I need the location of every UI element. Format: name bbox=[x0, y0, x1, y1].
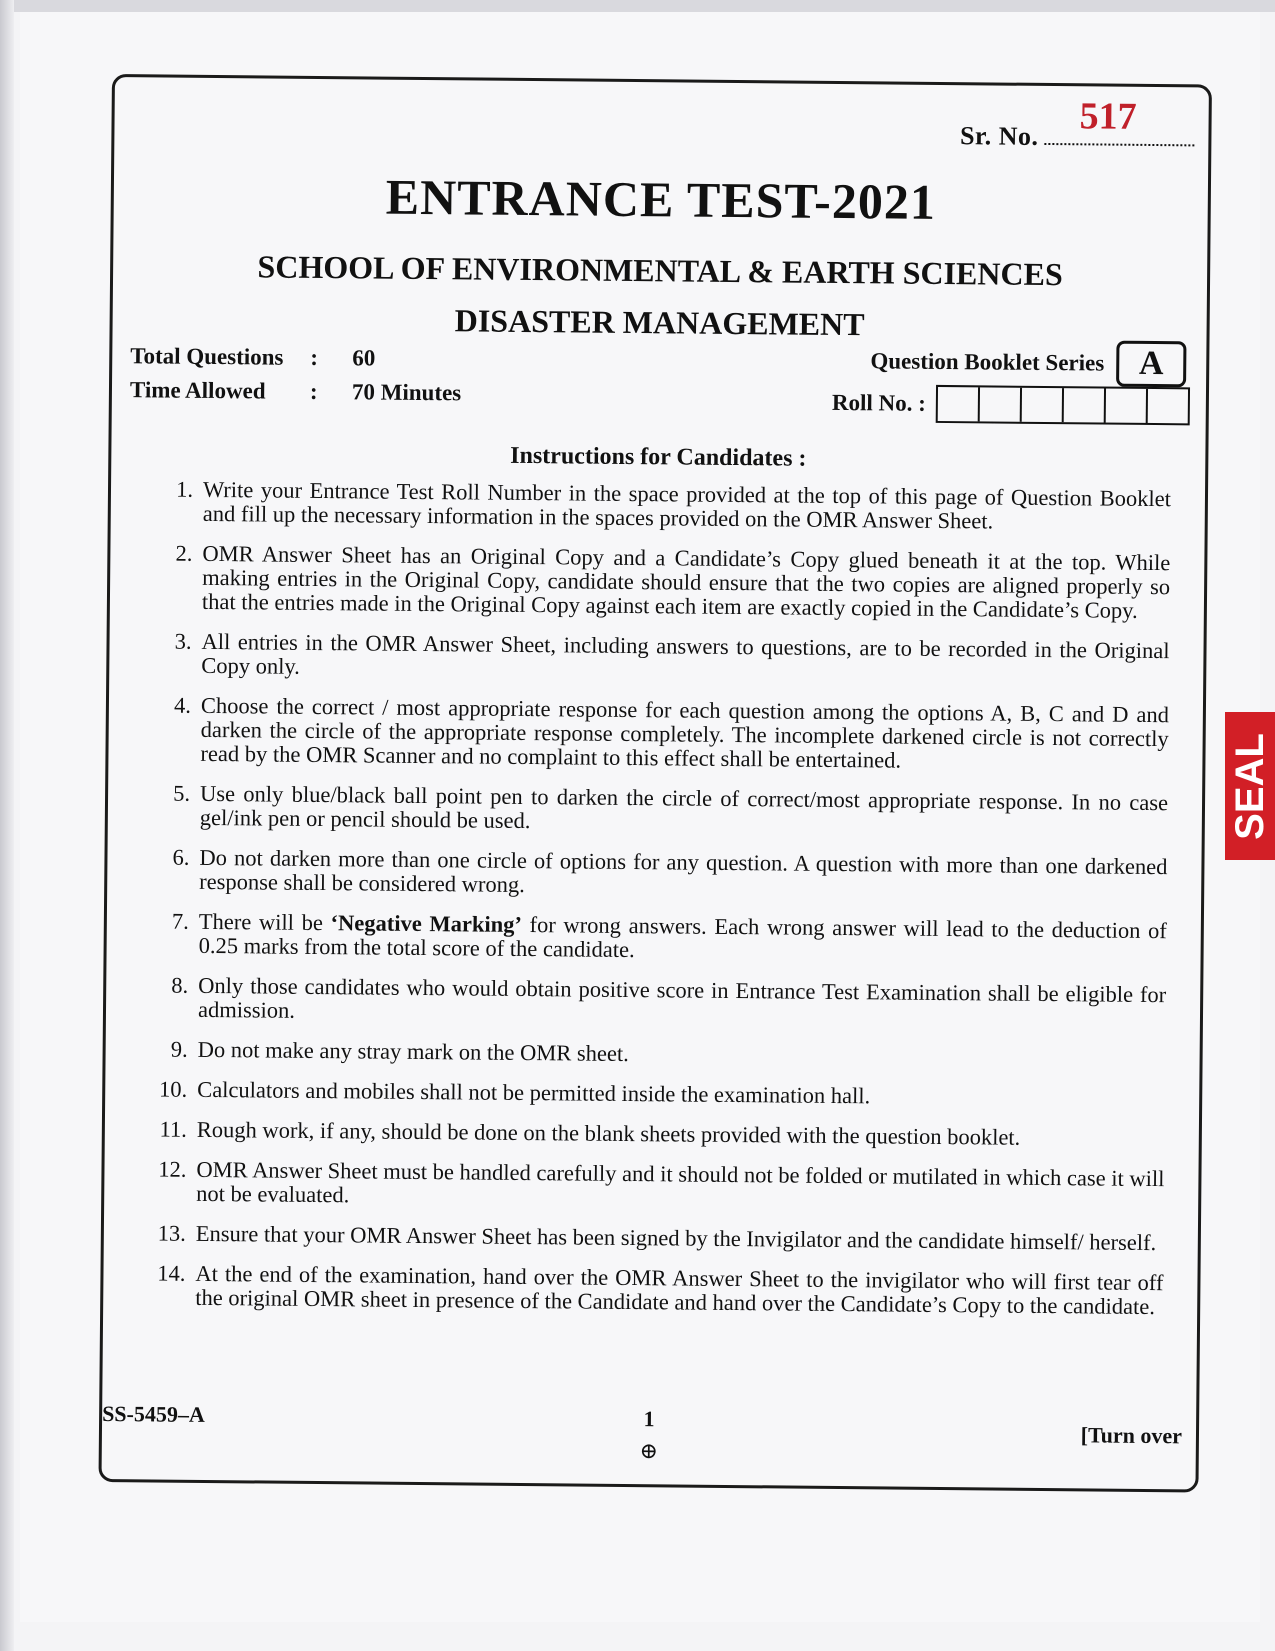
instruction-text: Choose the correct / most appropriate response for each question among the options A, B, C and D and darken the circle of the appropriate response completely. The incomplete darkened circle is not correctly read by the OMR Scanner and no complaint to this effect shall be entertained. bbox=[200, 692, 1170, 773]
booklet-code: SS-5459–A bbox=[102, 1400, 205, 1427]
roll-number-label: Roll No. : bbox=[831, 389, 926, 416]
registration-mark-icon: ⊕ bbox=[639, 1438, 659, 1464]
seal-tab bbox=[1225, 712, 1275, 860]
roll-number-boxes[interactable] bbox=[936, 385, 1190, 425]
instruction-number: 13. bbox=[157, 1220, 186, 1246]
roll-number-cell[interactable] bbox=[980, 387, 1022, 421]
roll-number bbox=[832, 384, 1190, 425]
total-questions-value: 60 bbox=[352, 345, 376, 371]
page-frame bbox=[98, 74, 1211, 1492]
instruction-text: Ensure that your OMR Answer Sheet has been signed by the Invigilator and the candidate himself/ herself. bbox=[195, 1220, 1157, 1256]
instruction-text: All entries in the OMR Answer Sheet, including answers to questions, are to be recorded in the Original Copy only. bbox=[201, 628, 1170, 679]
instruction-item bbox=[150, 541, 1171, 623]
roll-number-cell[interactable] bbox=[938, 387, 980, 421]
instructions-heading: Instructions for Candidates : bbox=[510, 442, 807, 472]
instruction-text: Use only blue/black ball point pen to darken the circle of correct/most appropriate response. In no case gel/ink pen or pencil should be used. bbox=[199, 780, 1169, 834]
instructions-list bbox=[143, 477, 1171, 1335]
instruction-item bbox=[146, 1037, 1166, 1071]
instruction-item bbox=[151, 477, 1171, 535]
booklet-series-label: Question Booklet Series bbox=[870, 348, 1105, 376]
seal-label: SEAL bbox=[1227, 732, 1272, 840]
serial-number bbox=[959, 95, 1195, 153]
time-allowed-label: Time Allowed bbox=[129, 377, 266, 404]
instruction-item bbox=[148, 693, 1169, 775]
exam-page bbox=[20, 12, 1260, 1622]
instruction-item bbox=[147, 909, 1167, 967]
instruction-text: Do not make any stray mark on the OMR sheet. bbox=[197, 1036, 629, 1067]
exam-title: ENTRANCE TEST-2021 bbox=[385, 168, 937, 230]
instruction-number: 1. bbox=[176, 476, 194, 502]
instruction-text: Calculators and mobiles shall not be permitted inside the examination hall. bbox=[197, 1076, 871, 1109]
instruction-item bbox=[143, 1261, 1163, 1319]
booklet-series bbox=[870, 338, 1186, 387]
scan-edge-left bbox=[0, 0, 14, 1651]
page-number: 1 bbox=[643, 1406, 655, 1432]
roll-number-cell[interactable] bbox=[1064, 388, 1106, 422]
instruction-number: 3. bbox=[174, 628, 192, 654]
instruction-number: 14. bbox=[157, 1260, 186, 1286]
instruction-text: At the end of the examination, hand over the OMR Answer Sheet to the invigilator who will first tear off the original OMR sheet in presence of the Candidate and hand over the Candidate’s Copy to the candidate. bbox=[195, 1260, 1164, 1320]
instruction-number: 11. bbox=[159, 1116, 187, 1142]
instruction-number: 12. bbox=[158, 1156, 187, 1182]
instruction-item bbox=[144, 1157, 1164, 1215]
total-questions-label: Total Questions bbox=[130, 343, 284, 370]
turn-over-note: [Turn over bbox=[1080, 1422, 1183, 1449]
instruction-text: OMR Answer Sheet must be handled carefully and it should not be folded or mutilated in which case it will not be evaluated. bbox=[196, 1156, 1165, 1208]
instruction-item bbox=[144, 1221, 1164, 1255]
separator: : bbox=[310, 344, 319, 370]
instruction-text: Rough work, if any, should be done on the blank sheets provided with the question booklet. bbox=[196, 1116, 1021, 1150]
instruction-item bbox=[149, 629, 1169, 687]
instruction-text-part: There will be bbox=[198, 908, 331, 936]
exam-meta bbox=[130, 339, 462, 410]
instruction-number: 2. bbox=[175, 540, 193, 566]
instruction-text: OMR Answer Sheet has an Original Copy and a Candidate’s Copy glued beneath it at the top. While making entries in the Original Copy, candidate should ensure that the two copies are aligned properly so that the entries made in the Original Copy against each item are exactly copied in the Candidate’s Copy. bbox=[201, 540, 1171, 623]
instruction-text: Only those candidates who would obtain positive score in Entrance Test Examination shall be eligible for admission. bbox=[197, 972, 1167, 1023]
instruction-item bbox=[148, 781, 1168, 839]
scan-edge-top bbox=[0, 0, 1275, 12]
instruction-number: 7. bbox=[171, 908, 189, 934]
roll-number-cell[interactable] bbox=[1148, 389, 1188, 423]
instruction-number: 8. bbox=[171, 972, 189, 998]
instruction-text: Do not darken more than one circle of options for any question. A question with more than one darkened response shall be considered wrong. bbox=[199, 844, 1168, 897]
serial-number-dots bbox=[1044, 143, 1194, 146]
total-questions-row bbox=[130, 339, 462, 376]
instruction-item bbox=[147, 845, 1167, 903]
school-name: SCHOOL OF ENVIRONMENTAL & EARTH SCIENCES bbox=[257, 248, 1063, 293]
instruction-number: 9. bbox=[170, 1036, 188, 1062]
time-allowed-row bbox=[130, 373, 462, 410]
instruction-text bbox=[199, 910, 1167, 967]
booklet-series-box: A bbox=[1116, 341, 1186, 388]
time-allowed-value: 70 Minutes bbox=[351, 379, 462, 406]
instruction-number: 4. bbox=[173, 692, 192, 718]
roll-number-cell[interactable] bbox=[1106, 389, 1148, 423]
instruction-number: 5. bbox=[173, 780, 191, 806]
serial-number-value: 517 bbox=[1079, 95, 1137, 138]
negative-marking-emphasis: ‘Negative Marking’ bbox=[330, 910, 523, 937]
subject-name: DISASTER MANAGEMENT bbox=[454, 302, 865, 343]
separator: : bbox=[309, 378, 318, 404]
instruction-item bbox=[145, 1077, 1165, 1111]
instruction-text: Write your Entrance Test Roll Number in the space provided at the top of this page of Question Booklet and fill up the necessary information in the spaces provided on the OMR Answer Sheet. bbox=[202, 476, 1172, 534]
instruction-number: 6. bbox=[172, 844, 190, 870]
roll-number-cell[interactable] bbox=[1022, 388, 1064, 422]
serial-number-label: Sr. No. bbox=[959, 121, 1039, 151]
instruction-item bbox=[145, 1117, 1165, 1151]
instruction-number: 10. bbox=[159, 1076, 188, 1102]
instruction-item bbox=[146, 973, 1166, 1031]
instruction-text-part: for wrong answers. Each wrong answer will lead to the deduction of 0.25 marks from the total score of the candidate. bbox=[198, 911, 1167, 963]
